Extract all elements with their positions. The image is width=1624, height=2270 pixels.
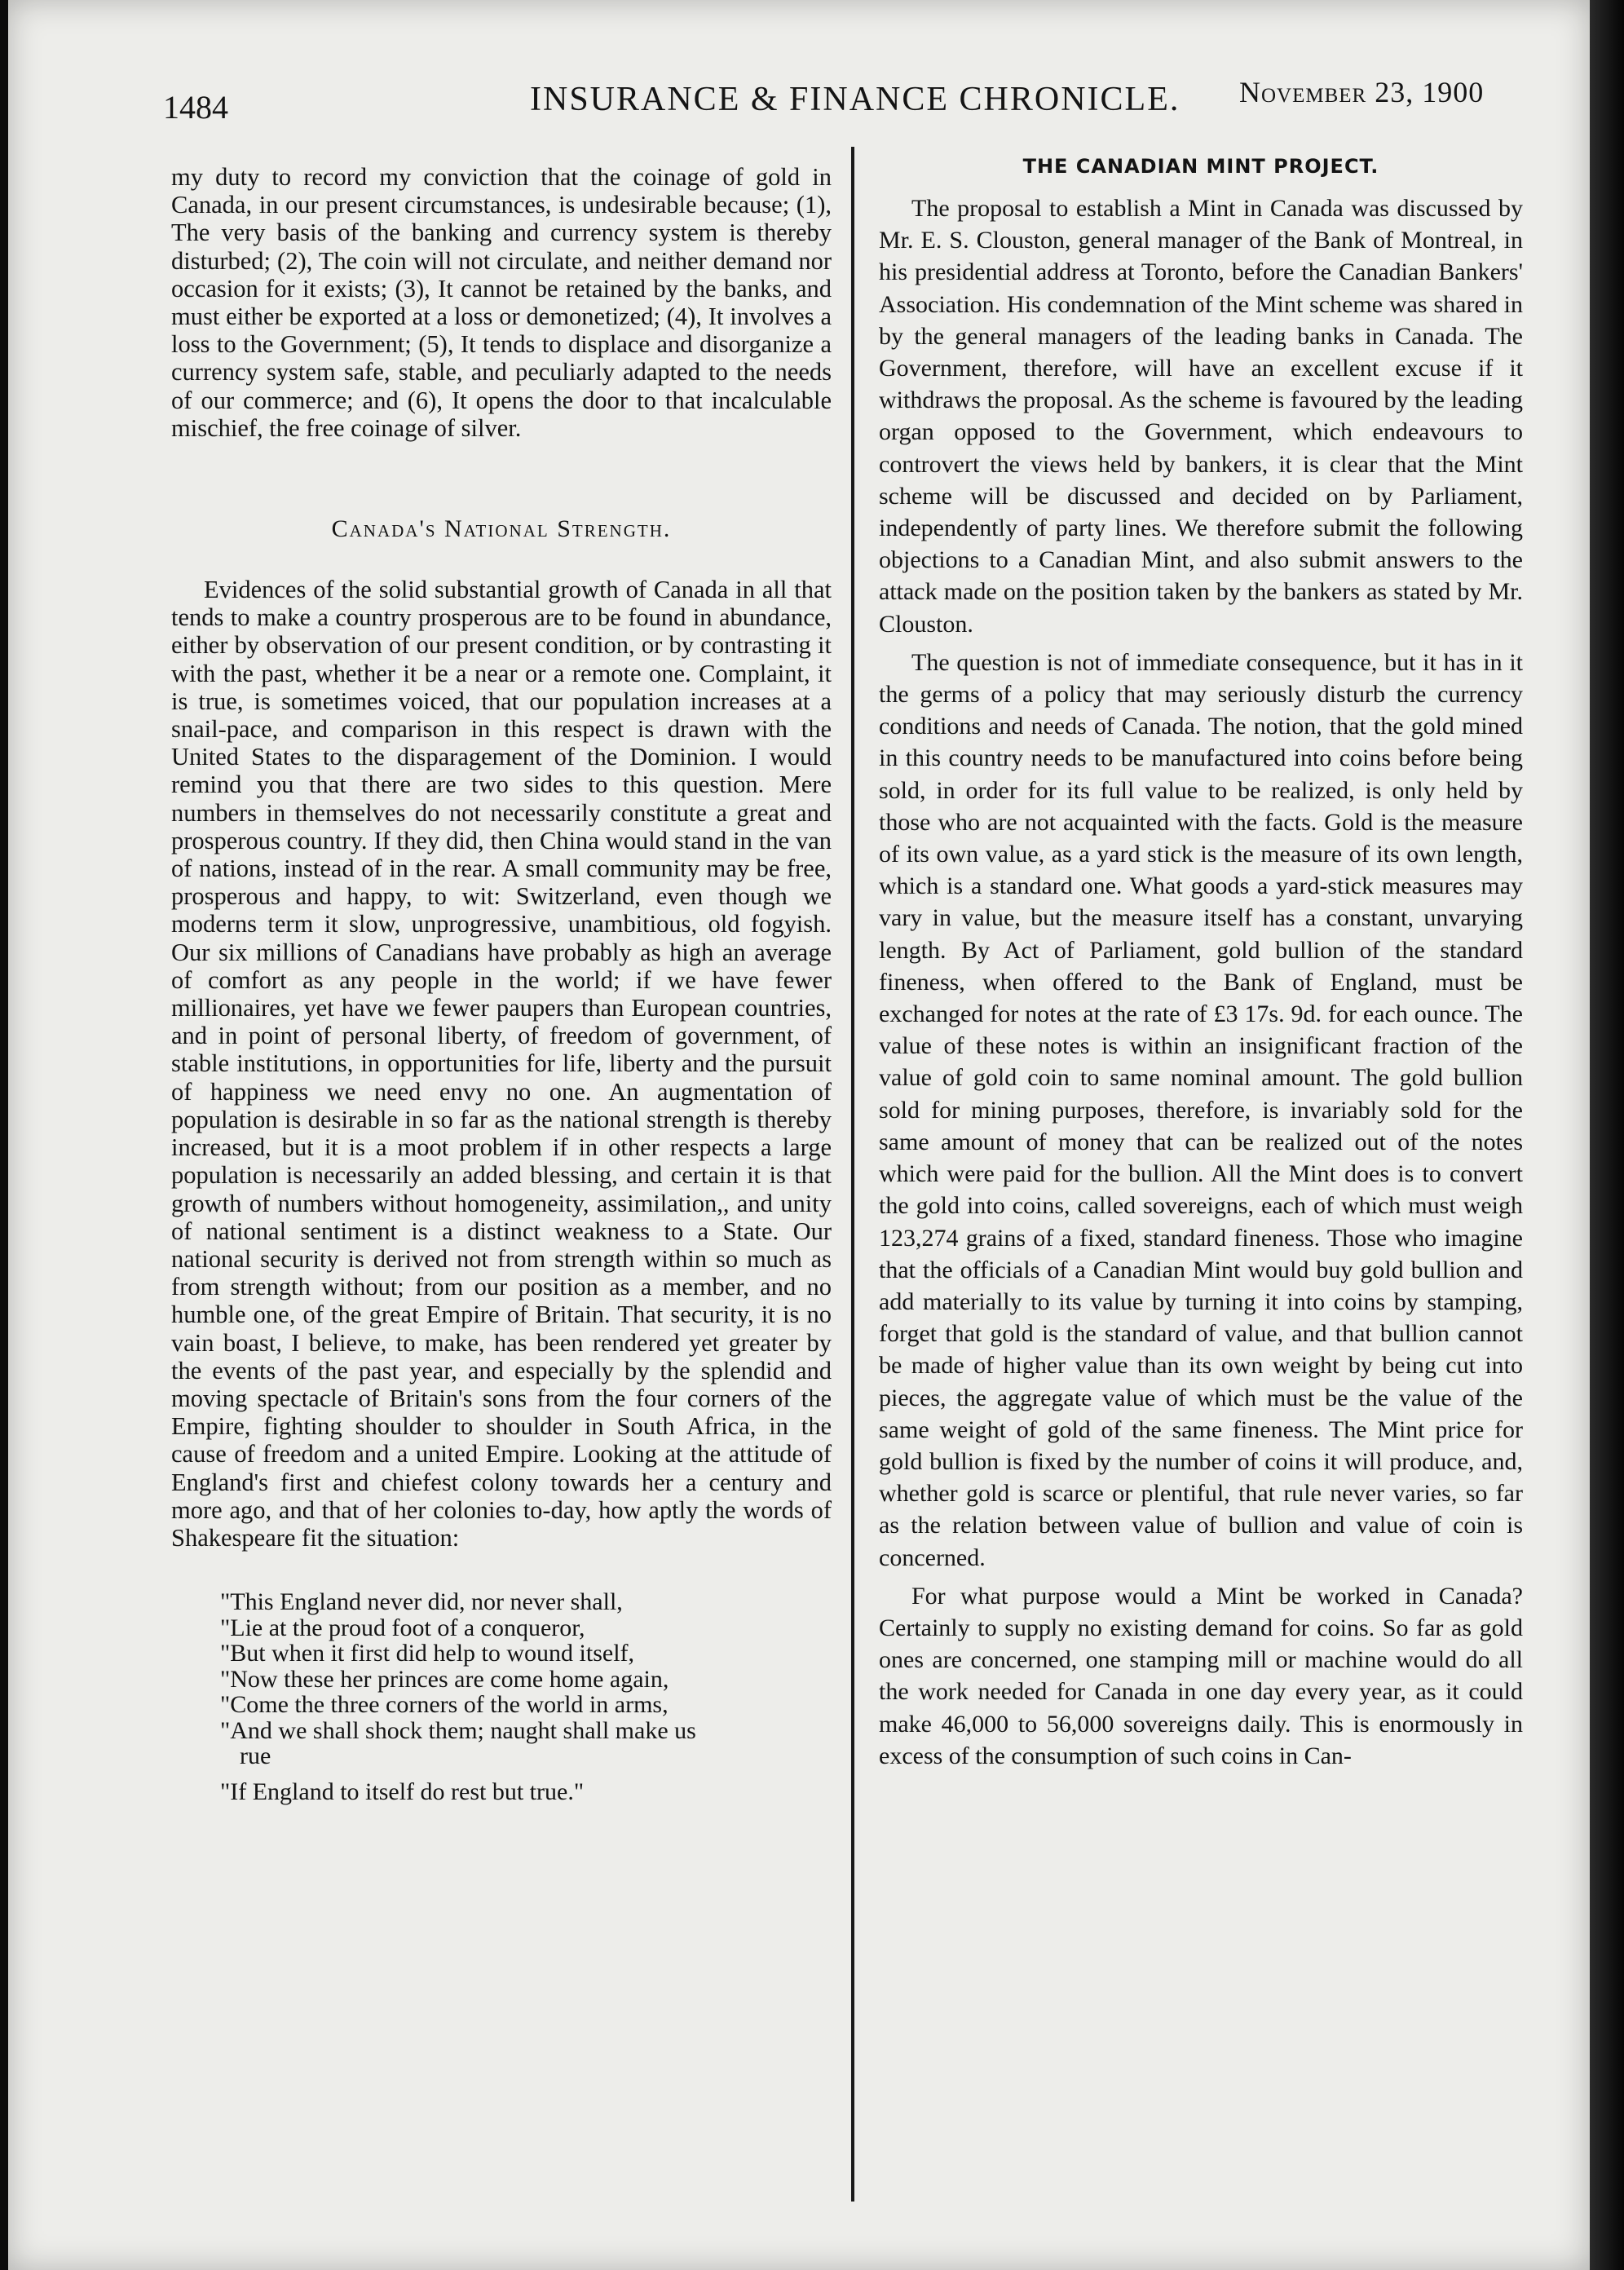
issue-date: November 23, 1900 xyxy=(1239,76,1485,108)
article-paragraph: The proposal to establish a Mint in Canada was discussed by Mr. E. S. Clouston, general manager of the Bank of Montreal, in his presidential address at Toronto, before the Canadian Bankers' Association. His condemnation of the Mint scheme was shared in by the general managers of the leading banks in Canada. The Government, therefore, will have an excellent excuse if it withdraws the proposal. As the scheme is favoured by the leading organ opposed to the Government, which endeavours to controvert the views held by bankers, it is clear that the Mint scheme will be discussed and decided on by Parliament, independently of party lines. We therefore submit the following objections to a Canadian Mint, and also submit answers to the attack made on the position taken by the bankers as stated by Mr. Clouston. xyxy=(879,195,1523,638)
poem-line: "Now these her princes are come home again, xyxy=(220,1665,669,1693)
poem-line: "And we shall shock them; naught shall make us xyxy=(220,1716,696,1744)
poem-line: "If England to itself do rest but true." xyxy=(220,1778,585,1805)
poem-line: "This England never did, nor never shall, xyxy=(220,1588,623,1616)
scan-border xyxy=(1590,0,1624,2270)
right-column xyxy=(879,155,1523,1772)
column-divider xyxy=(851,147,854,2202)
intro-paragraph: my duty to record my conviction that the coinage of gold in Canada, in our present circumstances, is undesirable because; (1), The very basis of the banking and currency system is thereby disturbed; (2), The coin will not circulate, and neither demand nor occasion for it exists; (3), It cannot be retained by the banks, and must either be exported at a loss or demonetized; (4), It involves a loss to the Government; (5), It tends to displace and disorganize a currency system safe, stable, and peculiarly adapted to the needs of our commerce; and (6), It opens the door to that incalculable mischief, the free coinage of silver. xyxy=(171,163,832,442)
newspaper-page xyxy=(8,0,1590,2270)
journal-title: INSURANCE & FINANCE CHRONICLE. xyxy=(530,81,1180,118)
article-paragraph: The question is not of immediate consequence, but it has in it the germs of a policy that may seriously disturb the currency conditions and needs of Canada. The notion, that the gold mined in this country needs to be manufactured into coins before being sold, in order for its full value to be realized, is only held by those who are not acquainted with the facts. Gold is the measure of its own value, as a yard stick is the measure of its own length, which is a standard one. What goods a yard-stick measures may vary in value, but the measure itself has a constant, unvarying length. By Act of Parliament, gold bullion of the standard fineness, when offered to the Bank of England, must be exchanged for notes at the rate of £3 17s. 9d. for each ounce. The value of these notes is within an insignificant fraction of the value of gold coin to same nominal amount. The gold bullion sold for mining purposes, therefore, is invariably sold for the same amount of money that can be realized out of the notes which were paid for the bullion. All the Mint does is to convert the gold into coins, called sovereigns, each of which must weigh 123,274 grains of a fixed, standard fineness. Those who imagine that the officials of a Canadian Mint would buy gold bullion and add materially to its value by turning it into coins by stamping, forget that gold is the standard of value, and that bullion cannot be made of higher value than its own weight by being cut into pieces, the aggregate value of which must be the value of the same weight of gold of the same fineness. The Mint price for gold bullion is fixed by the number of coins it will produce, and, whether gold is scarce or plentiful, that rule never varies, so far as the relation between value of bullion and value of coin is concerned. xyxy=(879,648,1523,1571)
shakespeare-quote xyxy=(220,1589,832,1804)
page-number: 1484 xyxy=(163,89,228,126)
poem-line: "Come the three corners of the world in arms, xyxy=(220,1691,669,1719)
article-heading: THE CANADIAN MINT PROJECT. xyxy=(1022,155,1379,178)
article-paragraph: For what purpose would a Mint be worked in Canada? Certainly to supply no existing demand for coins. So far as gold ones are concerned, one stamping mill or machine would do all the work needed for Canada in one day every year, as it could make 46,000 to 56,000 sovereigns daily. This is enormously in excess of the consumption of such coins in Can- xyxy=(879,1582,1523,1769)
poem-line: "Lie at the proud foot of a conqueror, xyxy=(220,1614,585,1641)
section-heading: Canada's National Strength. xyxy=(331,515,672,543)
poem-line-continuation: rue xyxy=(240,1742,271,1770)
left-column xyxy=(171,163,832,1804)
page-header xyxy=(8,75,1590,132)
body-paragraph: Evidences of the solid substantial growth of Canada in all that tends to make a country prosperous are to be found in abundance, either by observation of our present condition, or by contrasting it with the past, whether it be a near or a remote one. Complaint, it is true, is sometimes voiced, that our population increases at a snail-pace, and comparison in this respect is drawn with the United States to the disparagement of the Dominion. I would remind you that there are two sides to this question. Mere numbers in themselves do not necessarily constitute a great and prosperous country. If they did, then China would stand in the van of nations, instead of in the rear. A small community may be free, prosperous and happy, to wit: Switzerland, even though we moderns term it slow, unprogressive, unambitious, old fogyish. Our six millions of Canadians have probably as high an average of comfort as any people in the world; if we have fewer millionaires, yet have we fewer paupers than European countries, and in point of personal liberty, of freedom of government, of stable institutions, in opportunities for life, liberty and the pursuit of happiness we need envy no one. An augmentation of population is desirable in so far as the national strength is thereby increased, but it is a moot problem if in other respects a large population is necessarily an added blessing, and certain it is that growth of numbers without homogeneity, assimilation,, and unity of national sentiment is a distinct weakness to a State. Our national security is derived not from strength within so much as from strength without; from our position as a member, and no humble one, of the great Empire of Britain. That security, it is no vain boast, I believe, to make, has been rendered yet greater by the events of the past year, and especially by the splendid and moving spectacle of Britain's sons from the four corners of the Empire, fighting shoulder to shoulder in South Africa, in the cause of freedom and a united Empire. Looking at the attitude of England's first and chiefest colony towards her a century and more ago, and that of her colonies to-day, how aptly the words of Shakespeare fit the situation: xyxy=(171,576,832,1552)
poem-line: "But when it first did help to wound itself, xyxy=(220,1640,635,1667)
